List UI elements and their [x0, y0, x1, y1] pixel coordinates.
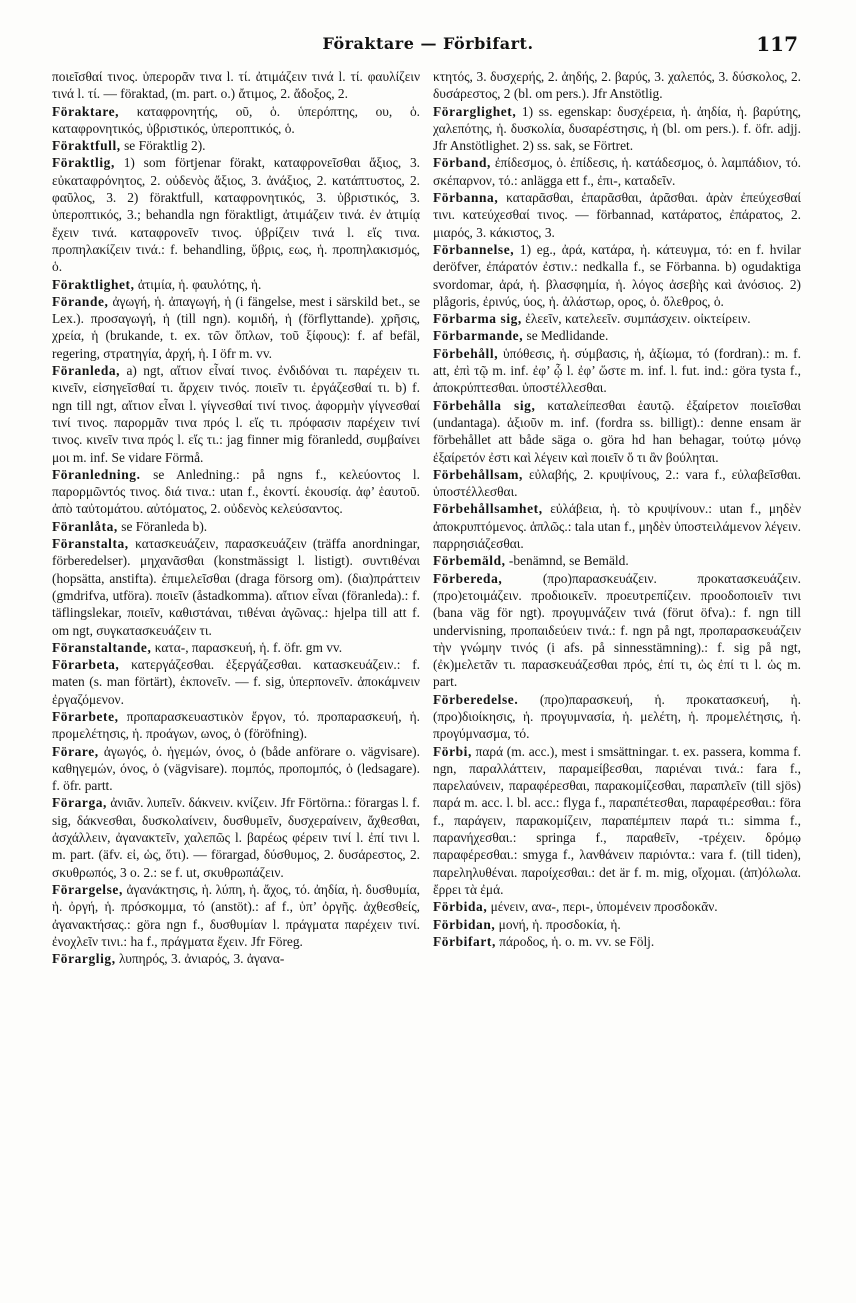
dictionary-entry: [52, 68, 420, 103]
entry-definition: ἐπίδεσμος, ὁ. ἐπίδεσις, ἡ. κατάδεσμος, ὁ. λαμπάδιον, τό. σκέπαρνον, τό.: anlägga ett f., ἐπι-, καταδεῖν.: [433, 155, 801, 188]
entry-definition: se Medlidande.: [523, 328, 609, 344]
entry-headword: Förberedelse.: [433, 691, 519, 707]
entry-headword: Förbarmande,: [433, 328, 524, 344]
entry-headword: Förbehållsam,: [433, 466, 524, 482]
entry-headword: Förbehållsamhet,: [433, 501, 543, 517]
entry-definition: 1) eg., ἀρά, κατάρα, ἡ. κάτευγμα, τό: en f. hvilar deröfver, ἐπάρατόν ἐστιν.: nedkalla f., se Förbanna. b) ogudaktiga svordomar, ἀρά, ἡ. βλασφημία, ἡ. λόγος ἀσεβὴς καὶ ἀνόσιος. 2) plågoris, ἐρινύς, ύος, ἡ. ἀλάστωρ, ορος, ὁ. ὄλεθρος, ὁ.: [433, 241, 801, 309]
entry-definition: κτητός, 3. δυσχερής, 2. ἀηδής, 2. βαρύς, 3. χαλεπός, 3. δύσκολος, 2. δυσάρεστος, 2 (bl. om pers.). Jfr Anstötlig.: [433, 69, 801, 102]
entry-definition: καταφρονητής, οῦ, ὁ. ὑπερόπτης, ου, ὁ. καταφρονητικός, ὑβριστικός, ὑπεροπτικός, ὁ.: [52, 103, 420, 136]
running-title: Föraktare — Förbifart.: [322, 34, 534, 53]
entry-definition: καταλείπεσθαι ἑαυτῷ. ἐξαίρετον ποιεῖσθαι (undantaga). ἀξιοῦν m. inf. (fordra ss. billigt).: denne ensam är förbehållet att både säga o. göra hd han behagar, τούτῳ μόνῳ ἐξαίρετόν ἐστι καὶ λέγειν καὶ ποιεῖν ὅ τι ἂν βούληται.: [433, 397, 801, 465]
entry-definition: (προ)παρασκευάζειν. προκατασκευάζειν. (προ)ετοιμάζειν. προδιοικεῖν. προευτρεπίζειν. προοδοποιεῖν τινι (bana väg för ngt). προγυμνάζειν τινά (förut öfva).: f. ngn till undervisning, προπαιδεύειν τινά.: f. ngn på ngt, προπαρασκευάζειν τὴν γνώμην τινός (i afs. på sinnesstämning).: f. sig på ngt, (ἐκ)μελετᾶν τι. παρασκευάζεσθαι πρός, ἐπί τι, ὡς ἐπί τι l. ὡς m. part.: [433, 570, 801, 690]
dictionary-entry: [52, 950, 420, 967]
entry-headword: Föraktare,: [52, 103, 120, 119]
entry-headword: Förbida,: [433, 899, 488, 915]
entry-definition: παρά (m. acc.), mest i smsättningar. t. ex. passera, komma f. ngn, παραλλάττειν, παραμείβεσθαι, παριέναι τινά.: fara f., παρελαύνειν, παραφέρεσθαι, παρακομίζεσθαι, παραπλεῖν (till sjös) παρά m. acc. l. bl. acc.: flyga f., παραπέτεσθαι, παραφέρεσθαι.: föra f., παράγειν, παρακομίζειν, παραπέμπειν παρά τι.: simma f., παρανήχεσθαι.: springa f., παραθεῖν, -τρέχειν. δρόμῳ παραφέρεσθαι.: smyga f., λανθάνειν παριόντα.: vara f. (till tiden), παρεληλυθέναι. παροίχεσθαι.: det är f. m. mig, οἴχομαι. (ἀπ)όλωλα. ἔρρει τὰ ἐμά.: [433, 743, 801, 897]
dictionary-entry: [433, 103, 801, 155]
entry-headword: Föraktfull,: [52, 138, 121, 154]
entry-definition: se Anledning.: på ngns f., κελεύοντος l. παρορμῶντός τινος. διά τινα.: utan f., ἑκοντί. ἑκουσίᾳ. ἀφ’ ἑαυτοῦ. ἀπὸ ταὐτομάτου. αὐτόματος, 2. οὐδενὸς κελεύσαντος.: [52, 466, 420, 517]
entry-headword: Förbidan,: [433, 916, 496, 932]
entry-headword: Förband,: [433, 155, 492, 171]
page-header: [0, 30, 856, 60]
entry-headword: Förbehåll,: [433, 345, 499, 361]
dictionary-entry: [52, 708, 420, 743]
entry-definition: 1) som förtjenar förakt, καταφρονεῖσθαι ἄξιος, 3. εὐκαταφρόνητος, 2. οὐδενὸς ἄξιος, 3. ἀνάξιος, 2. κατάπτυστος, 2. φαῦλος, 3. 2) föraktfull, καταφρονητικός, 3. ὑβριστικός, 3. ὑπεροπτικός, 3.; behandla ngn föraktligt, ἀτιμάζειν τινά. ἐν ἀτιμίᾳ ἔχειν τινά. καταφρονεῖν τινος. ὑβρίζειν τινά l. εἴς τινα. προπηλακίζειν τινά.: f. behandling, ὕβρις, εως, ἡ. προπηλακισμός, ὁ.: [52, 155, 420, 275]
entry-headword: Förargelse,: [52, 881, 123, 897]
dictionary-entry: [52, 535, 420, 639]
entry-headword: Förbarma sig,: [433, 311, 522, 327]
entry-headword: Föranlåta,: [52, 518, 118, 534]
entry-headword: Förarglighet,: [433, 103, 517, 119]
dictionary-entry: [433, 189, 801, 241]
entry-headword: Förbifart,: [433, 933, 496, 949]
entry-headword: Förarbete,: [52, 708, 119, 724]
entry-definition: -benämnd, se Bemäld.: [505, 553, 629, 569]
entry-headword: Förbanna,: [433, 190, 499, 206]
dictionary-entry: [433, 916, 801, 933]
dictionary-entry: [433, 552, 801, 569]
dictionary-entry: [52, 743, 420, 795]
entry-definition: ἀνιᾶν. λυπεῖν. δάκνειν. κνίζειν. Jfr Förtörna.: förargas l. f. sig, δάκνεσθαι, δυσκολαίνειν, δυσθυμεῖν, δυσχεραίνειν, ἄχθεσθαι, ἀσχάλλειν, ἀγανακτεῖν, χαλεπῶς l. βαρέως φέρειν τινί l. ἐπί τινι l. m. part. (äfv. εἰ, ὡς, ὅτι). — förargad, δύσθυμος, 2. δυσάρεστος, 2. σκυθρωπός, 3 o. 2.: se f. ut, σκυθρωπάζειν.: [52, 795, 420, 880]
entry-headword: Föranstalta,: [52, 536, 129, 552]
entry-headword: Förbereda,: [433, 570, 503, 586]
dictionary-entry: [433, 743, 801, 899]
dictionary-entry: [52, 154, 420, 275]
entry-definition: se Föraktlig 2).: [120, 138, 206, 154]
dictionary-entry: [52, 881, 420, 950]
dictionary-entry: [433, 466, 801, 501]
entry-headword: Föranstaltande,: [52, 639, 152, 655]
entry-definition: ἀγωγή, ἡ. ἀπαγωγή, ἡ (i fängelse, mest i särskild bet., se Lex.). προσαγωγή, ἡ (till ngn). κομιδή, ἡ (förflyttande). χρῆσις, χρεία, ἡ (brukande, t. ex. τῶν ὅπλων, τοῦ ξίφους): f. af befäl, regering, στρατηγία, ἀρχή, ἡ. I öfr m. vv.: [52, 293, 420, 361]
entry-definition: μένειν, ανα-, περι-, ὑπομένειν προσδοκᾶν.: [487, 899, 718, 915]
dictionary-entry: [52, 656, 420, 708]
entry-headword: Förbannelse,: [433, 241, 515, 257]
dictionary-entry: [433, 310, 801, 327]
entry-definition: 1) ss. egenskap: δυσχέρεια, ἡ. ἀηδία, ἡ. βαρύτης, χαλεπότης, ἡ. δυσκολία, δυσαρέστησις, ἡ (bl. om pers.). f. öfr. adjj. Jfr Anstötlighet. 2) ss. sak, se Förtret.: [433, 103, 801, 154]
entry-headword: Förare,: [52, 743, 99, 759]
dictionary-entry: [433, 154, 801, 189]
entry-headword: Förarga,: [52, 795, 107, 811]
entry-definition: ἀγανάκτησις, ἡ. λύπη, ἡ. ἄχος, τό. ἀηδία, ἡ. δυσθυμία, ἡ. ὀργή, ἡ. πρόσκομμα, τό (anstöt).: af f., ὑπ’ ὀργῆς. ἀχθεσθείς, ἀγανακτήσας.: göra ngn f., δυσθυμίαν l. πράγματα παρέχειν τινί. ἐνοχλεῖν τινι.: ha f., πράγματα ἔχειν. Jfr Föreg.: [52, 881, 420, 949]
dictionary-entry: [52, 293, 420, 362]
dictionary-entry: [52, 362, 420, 466]
entry-definition: ἀτιμία, ἡ. φαυλότης, ἡ.: [134, 276, 262, 292]
entry-headword: Föraktlighet,: [52, 276, 135, 292]
entry-definition: πάροδος, ἡ. o. m. vv. se Följ.: [495, 933, 655, 949]
entry-headword: Föranledning.: [52, 466, 141, 482]
dictionary-entry: [52, 103, 420, 138]
entry-headword: Förbemäld,: [433, 553, 506, 569]
entry-headword: Förbi,: [433, 743, 472, 759]
dictionary-entry: [433, 933, 801, 950]
entry-definition: (προ)παρασκευή, ἡ. προκατασκευή, ἡ. (προ)διοίκησις, ἡ. προγυμνασία, ἡ. μελέτη, ἡ. προμελέτησις, ἡ. προγύμνασμα, τό.: [433, 691, 801, 742]
entry-headword: Förande,: [52, 293, 109, 309]
entry-definition: λυπηρός, 3. ἀνιαρός, 3. ἀγανα-: [115, 951, 285, 967]
left-column: [52, 68, 420, 1283]
dictionary-entry: [433, 898, 801, 915]
entry-headword: Förarglig,: [52, 951, 116, 967]
dictionary-entry: [52, 276, 420, 293]
dictionary-entry: [433, 327, 801, 344]
entry-headword: Förarbeta,: [52, 657, 120, 673]
entry-definition: προπαρασκευαστικὸν ἔργον, τό. προπαρασκευή, ἡ. προμελέτησις, ἡ. προάγων, ωνος, ὁ (föröfning).: [52, 708, 420, 742]
dictionary-entry: [433, 345, 801, 397]
right-column: [433, 68, 801, 1283]
entry-definition: se Föranleda b).: [117, 518, 208, 534]
dictionary-entry: [433, 68, 801, 103]
dictionary-entry: [52, 137, 420, 154]
dictionary-entry: [52, 794, 420, 880]
entry-definition: ὑπόθεσις, ἡ. σύμβασις, ἡ, ἀξίωμα, τό (fordran).: m. f. att, ἐπὶ τῷ m. inf. ἐφ’ ᾧ l. ἐφ’ ὥστε m. inf. l. fut. ind.: göra tysta f., ἀποκρύπτεσθαι. ὑποστέλλεσθαι.: [433, 345, 801, 396]
entry-definition: a) ngt, αἴτιον εἶναί τινος. ἐνδιδόναι τι. παρέχειν τι. κινεῖν, εἰσηγεῖσθαί τι. ἄρχειν τινός. ποιεῖν τι. ἐργάζεσθαί τι. b) f. ngn till ngt, αἴτιον εἶναι l. γίγνεσθαί τινί τινος. ἀφορμὴν γίγνεσθαί τινί τινος. παρορμᾶν τινα πρός l. εἴς τι. πρόφασιν παρέχειν τινί τινος. κινεῖν τινα πρός l. εἴς τι.: jag finner mig föranledd, συμβαίνει μοι m. inf. Se vidare Förmå.: [52, 363, 420, 465]
dictionary-entry: [433, 241, 801, 310]
entry-headword: Förbehålla sig,: [433, 397, 536, 413]
entry-definition: μονή, ἡ. προσδοκία, ἡ.: [495, 916, 621, 932]
entry-definition: ποιεῖσθαί τινος. ὑπερορᾶν τινα l. τί. ἀτιμάζειν τινά l. τί. φαυλίζειν τινά l. τί. — föraktad, (m. part. o.) ἄτιμος, 2. ἄδοξος, 2.: [52, 69, 420, 102]
entry-headword: Föraktlig,: [52, 155, 115, 171]
dictionary-entry: [433, 691, 801, 743]
entry-definition: καταρᾶσθαι, ἐπαρᾶσθαι, ἀρᾶσθαι. ἀρὰν ἐπεύχεσθαί τινι. κατεύχεσθαί τινος. — förbannad, κατάρατος, ἐπάρατος, 2. μιαρός, 3. κάκιστος, 3.: [433, 190, 801, 240]
entry-definition: κατα-, παρασκευή, ἡ. f. öfr. gm vv.: [151, 639, 343, 655]
entry-headword: Föranleda,: [52, 363, 121, 379]
dictionary-entry: [52, 639, 420, 656]
entry-definition: εὐλαβής, 2. κρυψίνους, 2.: vara f., εὐλαβεῖσθαι. ὑποστέλλεσθαι.: [433, 466, 801, 500]
entry-definition: ἐλεεῖν, κατελεεῖν. συμπάσχειν. οἰκτείρειν.: [521, 311, 751, 327]
dictionary-entry: [52, 518, 420, 535]
entry-definition: εὐλάβεια, ἡ. τὸ κρυψίνουν.: utan f., μηδὲν ἀποκρυπτόμενος. ἁπλῶς.: tala utan f., μηδὲν ὑποστειλάμενον λέγειν. παρρησιάζεσθαι.: [433, 501, 801, 552]
dictionary-entry: [52, 466, 420, 518]
dictionary-entry: [433, 397, 801, 466]
dictionary-entry: [433, 500, 801, 552]
entry-definition: κατεργάζεσθαι. ἐξεργάζεσθαι. κατασκευάζειν.: f. maten (s. man förtärt), ἐκπονεῖν. — f. sig, ὑπερπονεῖν. ἀποκάμνειν ἐργαζόμενον.: [52, 657, 420, 707]
dictionary-entry: [433, 570, 801, 691]
entry-definition: ἀγωγός, ὁ. ἡγεμών, όνος, ὁ (både anförare o. vägvisare). καθηγεμών, όνος, ὁ (vägvisare). πομπός, προπομπός, ὁ (ledsagare). f. öfr. partt.: [52, 743, 420, 794]
page-number: 117: [756, 32, 798, 56]
entry-definition: κατασκευάζειν, παρασκευάζειν (träffa anordningar, förberedelser). μηχανᾶσθαι (konstmässigt l. listigt). συντιθέναι (hopsätta, anstifta). ἐπιμελεῖσθαι (draga försorg om). (δια)πράττειν (gmdrifva, utföra). ποιεῖν (åstadkomma). αἴτιον εἶναι (föranleda).: f. täflingslekar, ποιεῖν, καθιστάναι, τιθέναι ἀγῶνας.: hjelpa till att f. om ngt, συγκατασκευάζειν τι.: [52, 536, 420, 638]
